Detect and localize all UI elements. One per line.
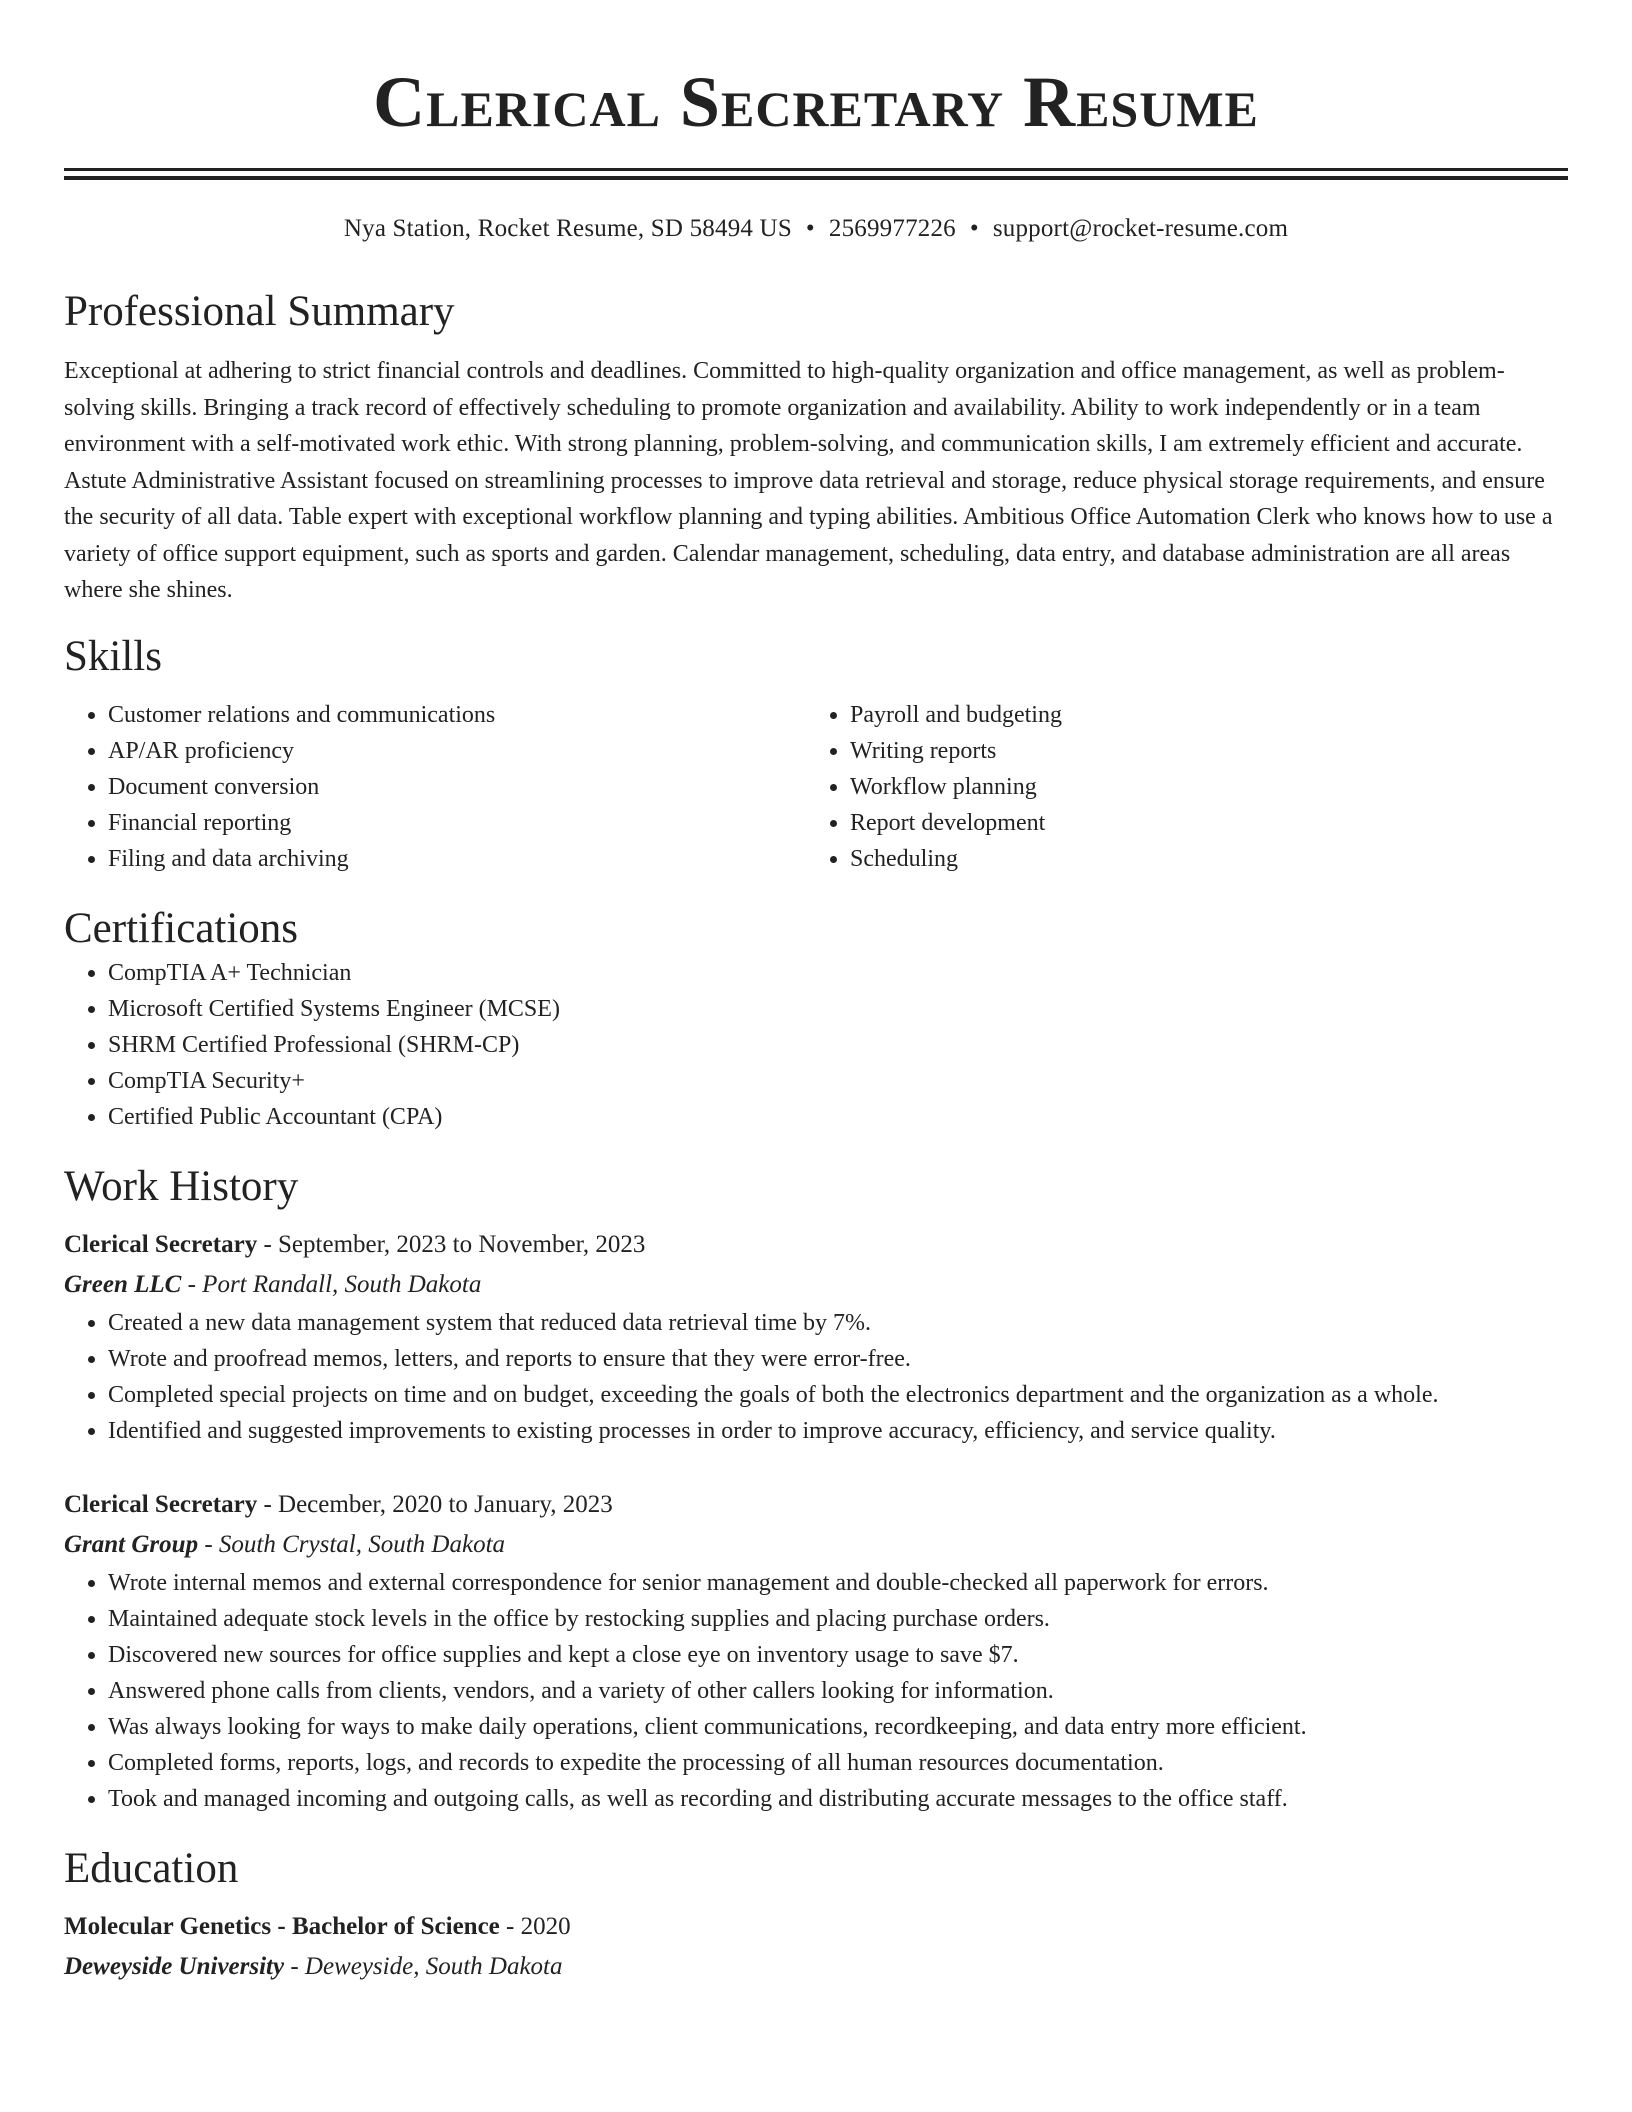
job-title: Clerical Secretary	[64, 1230, 258, 1258]
certification-item: • Microsoft Certified Systems Engineer (MCSE)	[108, 991, 1568, 1027]
job-duty-item: • Wrote internal memos and external correspondence for senior management and double-checked all paperwork for errors.	[108, 1565, 1568, 1601]
job-duties-list	[64, 1305, 1568, 1449]
skills-column-left	[64, 697, 806, 877]
contact-line	[64, 214, 1568, 244]
skill-item: • Workflow planning	[850, 769, 1548, 805]
contact-separator: •	[805, 215, 815, 242]
skill-item: • Writing reports	[850, 733, 1548, 769]
school-location: - Deweyside, South Dakota	[284, 1952, 563, 1980]
job-dates: - September, 2023 to November, 2023	[257, 1230, 646, 1258]
job-employer	[64, 1525, 1568, 1565]
skill-item: • Customer relations and communications	[108, 697, 806, 733]
job-duty-item: • Identified and suggested improvements to existing processes in order to improve accuracy, efficiency, and service quality.	[108, 1413, 1568, 1449]
page-title: Clerical Secretary Resume	[373, 62, 1259, 142]
company-location: - Port Randall, South Dakota	[181, 1270, 482, 1298]
summary-heading: Professional Summary	[64, 288, 455, 335]
job-duty-item: • Completed special projects on time and on budget, exceeding the goals of both the electronics department and the organization as a whole.	[108, 1377, 1568, 1413]
contact-address: Nya Station, Rocket Resume, SD 58494 US	[343, 215, 792, 242]
job-duty-item: • Answered phone calls from clients, vendors, and a variety of other callers looking for information.	[108, 1673, 1568, 1709]
skills-list-left	[64, 697, 806, 877]
company-location: - South Crystal, South Dakota	[198, 1530, 506, 1558]
skills-grid	[64, 697, 1568, 877]
school-name: Deweyside University	[64, 1952, 285, 1980]
graduation-year: - 2020	[499, 1912, 571, 1940]
job-header	[64, 1485, 1568, 1525]
job-dates: - December, 2020 to January, 2023	[257, 1490, 613, 1518]
skills-list-right	[806, 697, 1548, 877]
job-entry	[64, 1225, 1568, 1449]
job-duty-item: • Wrote and proofread memos, letters, and reports to ensure that they were error-free.	[108, 1341, 1568, 1377]
skill-item: • Payroll and budgeting	[850, 697, 1548, 733]
certification-item: • CompTIA A+ Technician	[108, 955, 1568, 991]
skill-item: • Financial reporting	[108, 805, 806, 841]
skills-heading: Skills	[64, 632, 162, 680]
job-duty-item: • Created a new data management system that reduced data retrieval time by 7%.	[108, 1305, 1568, 1341]
job-employer	[64, 1265, 1568, 1305]
contact-separator: •	[969, 215, 979, 242]
skill-item: • Filing and data archiving	[108, 841, 806, 877]
skill-item: • Scheduling	[850, 841, 1548, 877]
job-entry	[64, 1485, 1568, 1817]
job-duties-list	[64, 1565, 1568, 1817]
work-history-heading: Work History	[64, 1162, 299, 1210]
education-heading: Education	[64, 1844, 239, 1892]
job-duty-item: • Took and managed incoming and outgoing calls, as well as recording and distributing accurate messages to the office staff.	[108, 1781, 1568, 1817]
job-title: Clerical Secretary	[64, 1490, 258, 1518]
job-duty-item: • Maintained adequate stock levels in the office by restocking supplies and placing purchase orders.	[108, 1601, 1568, 1637]
certification-item: • CompTIA Security+	[108, 1063, 1568, 1099]
skills-column-right	[806, 697, 1548, 877]
job-duty-item: • Completed forms, reports, logs, and records to expedite the processing of all human resources documentation.	[108, 1745, 1568, 1781]
company-name: Green LLC	[64, 1270, 182, 1298]
certification-item: • SHRM Certified Professional (SHRM-CP)	[108, 1027, 1568, 1063]
job-header	[64, 1225, 1568, 1265]
skill-item: • Report development	[850, 805, 1548, 841]
summary-paragraph: Exceptional at adhering to strict financial controls and deadlines. Committed to high-quality organization and office management, as well as problem-solving skills. Bringing a track record of effectively scheduling to promote organization and availability. Ability to work independently or in a team environment with a self-motivated work ethic. With strong planning, problem-solving, and communication skills, I am extremely efficient and accurate. Astute Administrative Assistant focused on streamlining processes to improve data retrieval and storage, reduce physical storage requirements, and ensure the security of all data. Table expert with exceptional workflow planning and typing abilities. Ambitious Office Automation Clerk who knows how to use a variety of office support equipment, such as sports and garden. Calendar management, scheduling, data entry, and database administration are all areas where she shines.	[64, 358, 1553, 603]
degree-name: Molecular Genetics - Bachelor of Science	[64, 1912, 500, 1940]
company-name: Grant Group	[64, 1530, 199, 1558]
job-duty-item: • Was always looking for ways to make daily operations, client communications, recordkeeping, and data entry more efficient.	[108, 1709, 1568, 1745]
title-divider	[64, 168, 1568, 180]
job-duty-item: • Discovered new sources for office supplies and kept a close eye on inventory usage to save $7.	[108, 1637, 1568, 1673]
skill-item: • Document conversion	[108, 769, 806, 805]
contact-phone: 2569977226	[828, 215, 956, 242]
contact-email: support@rocket-resume.com	[992, 215, 1289, 242]
certifications-heading: Certifications	[64, 904, 299, 952]
education-degree-line	[64, 1907, 1568, 1947]
resume-page	[64, 0, 1568, 1987]
certifications-list	[64, 955, 1568, 1135]
education-school-line	[64, 1947, 1568, 1987]
certification-item: • Certified Public Accountant (CPA)	[108, 1099, 1568, 1135]
skill-item: • AP/AR proficiency	[108, 733, 806, 769]
